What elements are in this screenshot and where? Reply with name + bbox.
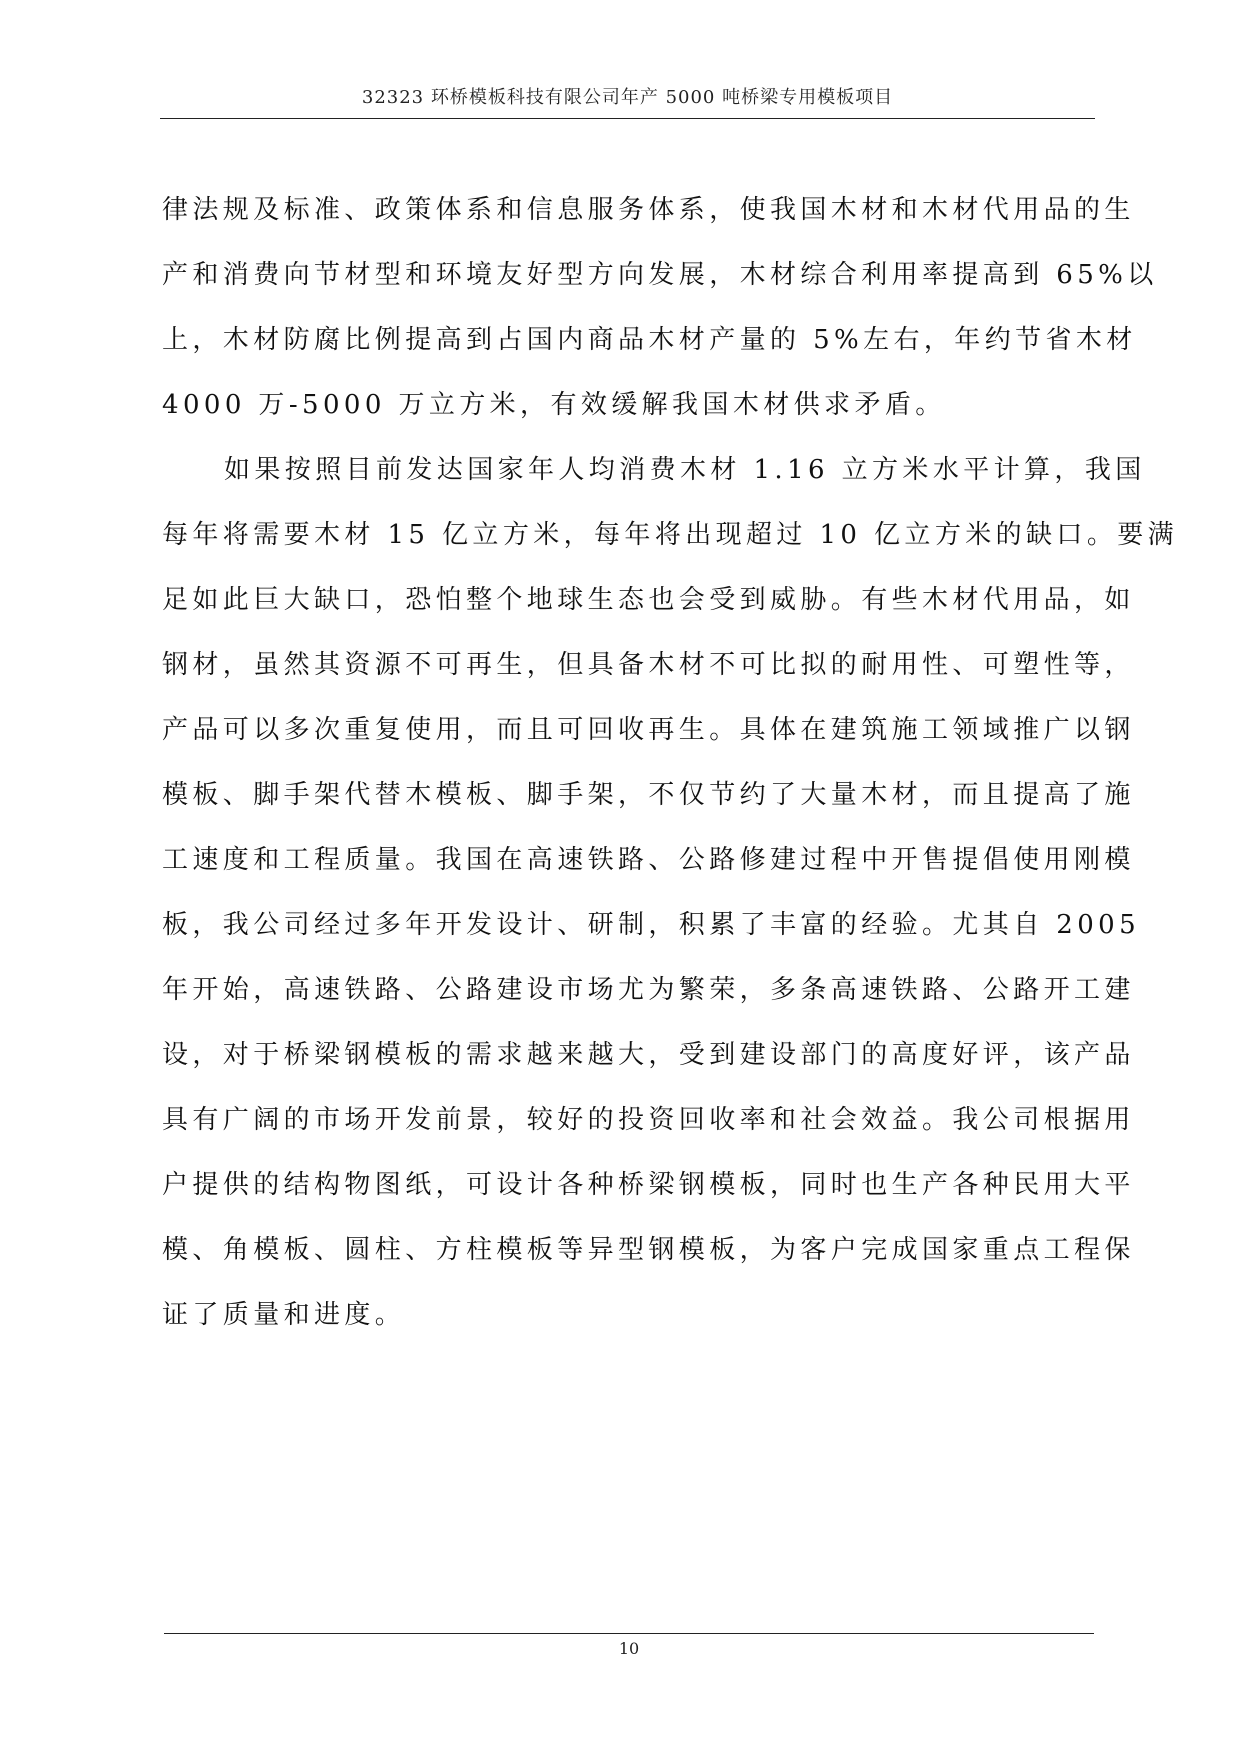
page-number: 10: [618, 1639, 640, 1658]
text-line: 每年将需要木材 15 亿立方米，每年将出现超过 10 亿立方米的缺口。要满: [162, 520, 1179, 550]
text-line: 户提供的结构物图纸，可设计各种桥梁钢模板，同时也生产各种民用大平: [162, 1170, 1135, 1200]
text-line: 板，我公司经过多年开发设计、研制，积累了丰富的经验。尤其自 2005: [162, 910, 1141, 940]
text-line: 工速度和工程质量。我国在高速铁路、公路修建过程中开售提倡使用刚模: [162, 845, 1135, 875]
text-line: 4000 万-5000 万立方米，有效缓解我国木材供求矛盾。: [162, 390, 946, 420]
page-header: [160, 86, 1095, 119]
text-line: 上，木材防腐比例提高到占国内商品木材产量的 5%左右，年约节省木材: [162, 325, 1137, 355]
text-line: 具有广阔的市场开发前景，较好的投资回收率和社会效益。我公司根据用: [162, 1105, 1135, 1135]
text-line: 设，对于桥梁钢模板的需求越来越大，受到建设部门的高度好评，该产品: [162, 1040, 1135, 1070]
text-line: 年开始，高速铁路、公路建设市场尤为繁荣，多条高速铁路、公路开工建: [162, 975, 1135, 1005]
text-line: 模板、脚手架代替木模板、脚手架，不仅节约了大量木材，而且提高了施: [162, 780, 1135, 810]
text-line: 产和消费向节材型和环境友好型方向发展，木材综合利用率提高到 65%以: [162, 260, 1158, 290]
text-line: 足如此巨大缺口，恐怕整个地球生态也会受到威胁。有些木材代用品，如: [162, 585, 1135, 615]
text-line: 模、角模板、圆柱、方柱模板等异型钢模板，为客户完成国家重点工程保: [162, 1235, 1135, 1265]
header-title: 32323 环桥模板科技有限公司年产 5000 吨桥梁专用模板项目: [361, 87, 894, 108]
text-line: 律法规及标准、政策体系和信息服务体系，使我国木材和木材代用品的生: [162, 195, 1135, 225]
page-footer: [164, 1633, 1094, 1660]
text-line: 产品可以多次重复使用，而且可回收再生。具体在建筑施工领域推广以钢: [162, 715, 1135, 745]
text-line: 证了质量和进度。: [162, 1300, 406, 1330]
text-line: 钢材，虽然其资源不可再生，但具备木材不可比拟的耐用性、可塑性等，: [162, 650, 1135, 680]
body-text: [162, 178, 1179, 1348]
text-line-paragraph-start: 如果按照目前发达国家年人均消费木材 1.16 立方米水平计算，我国: [224, 455, 1146, 485]
